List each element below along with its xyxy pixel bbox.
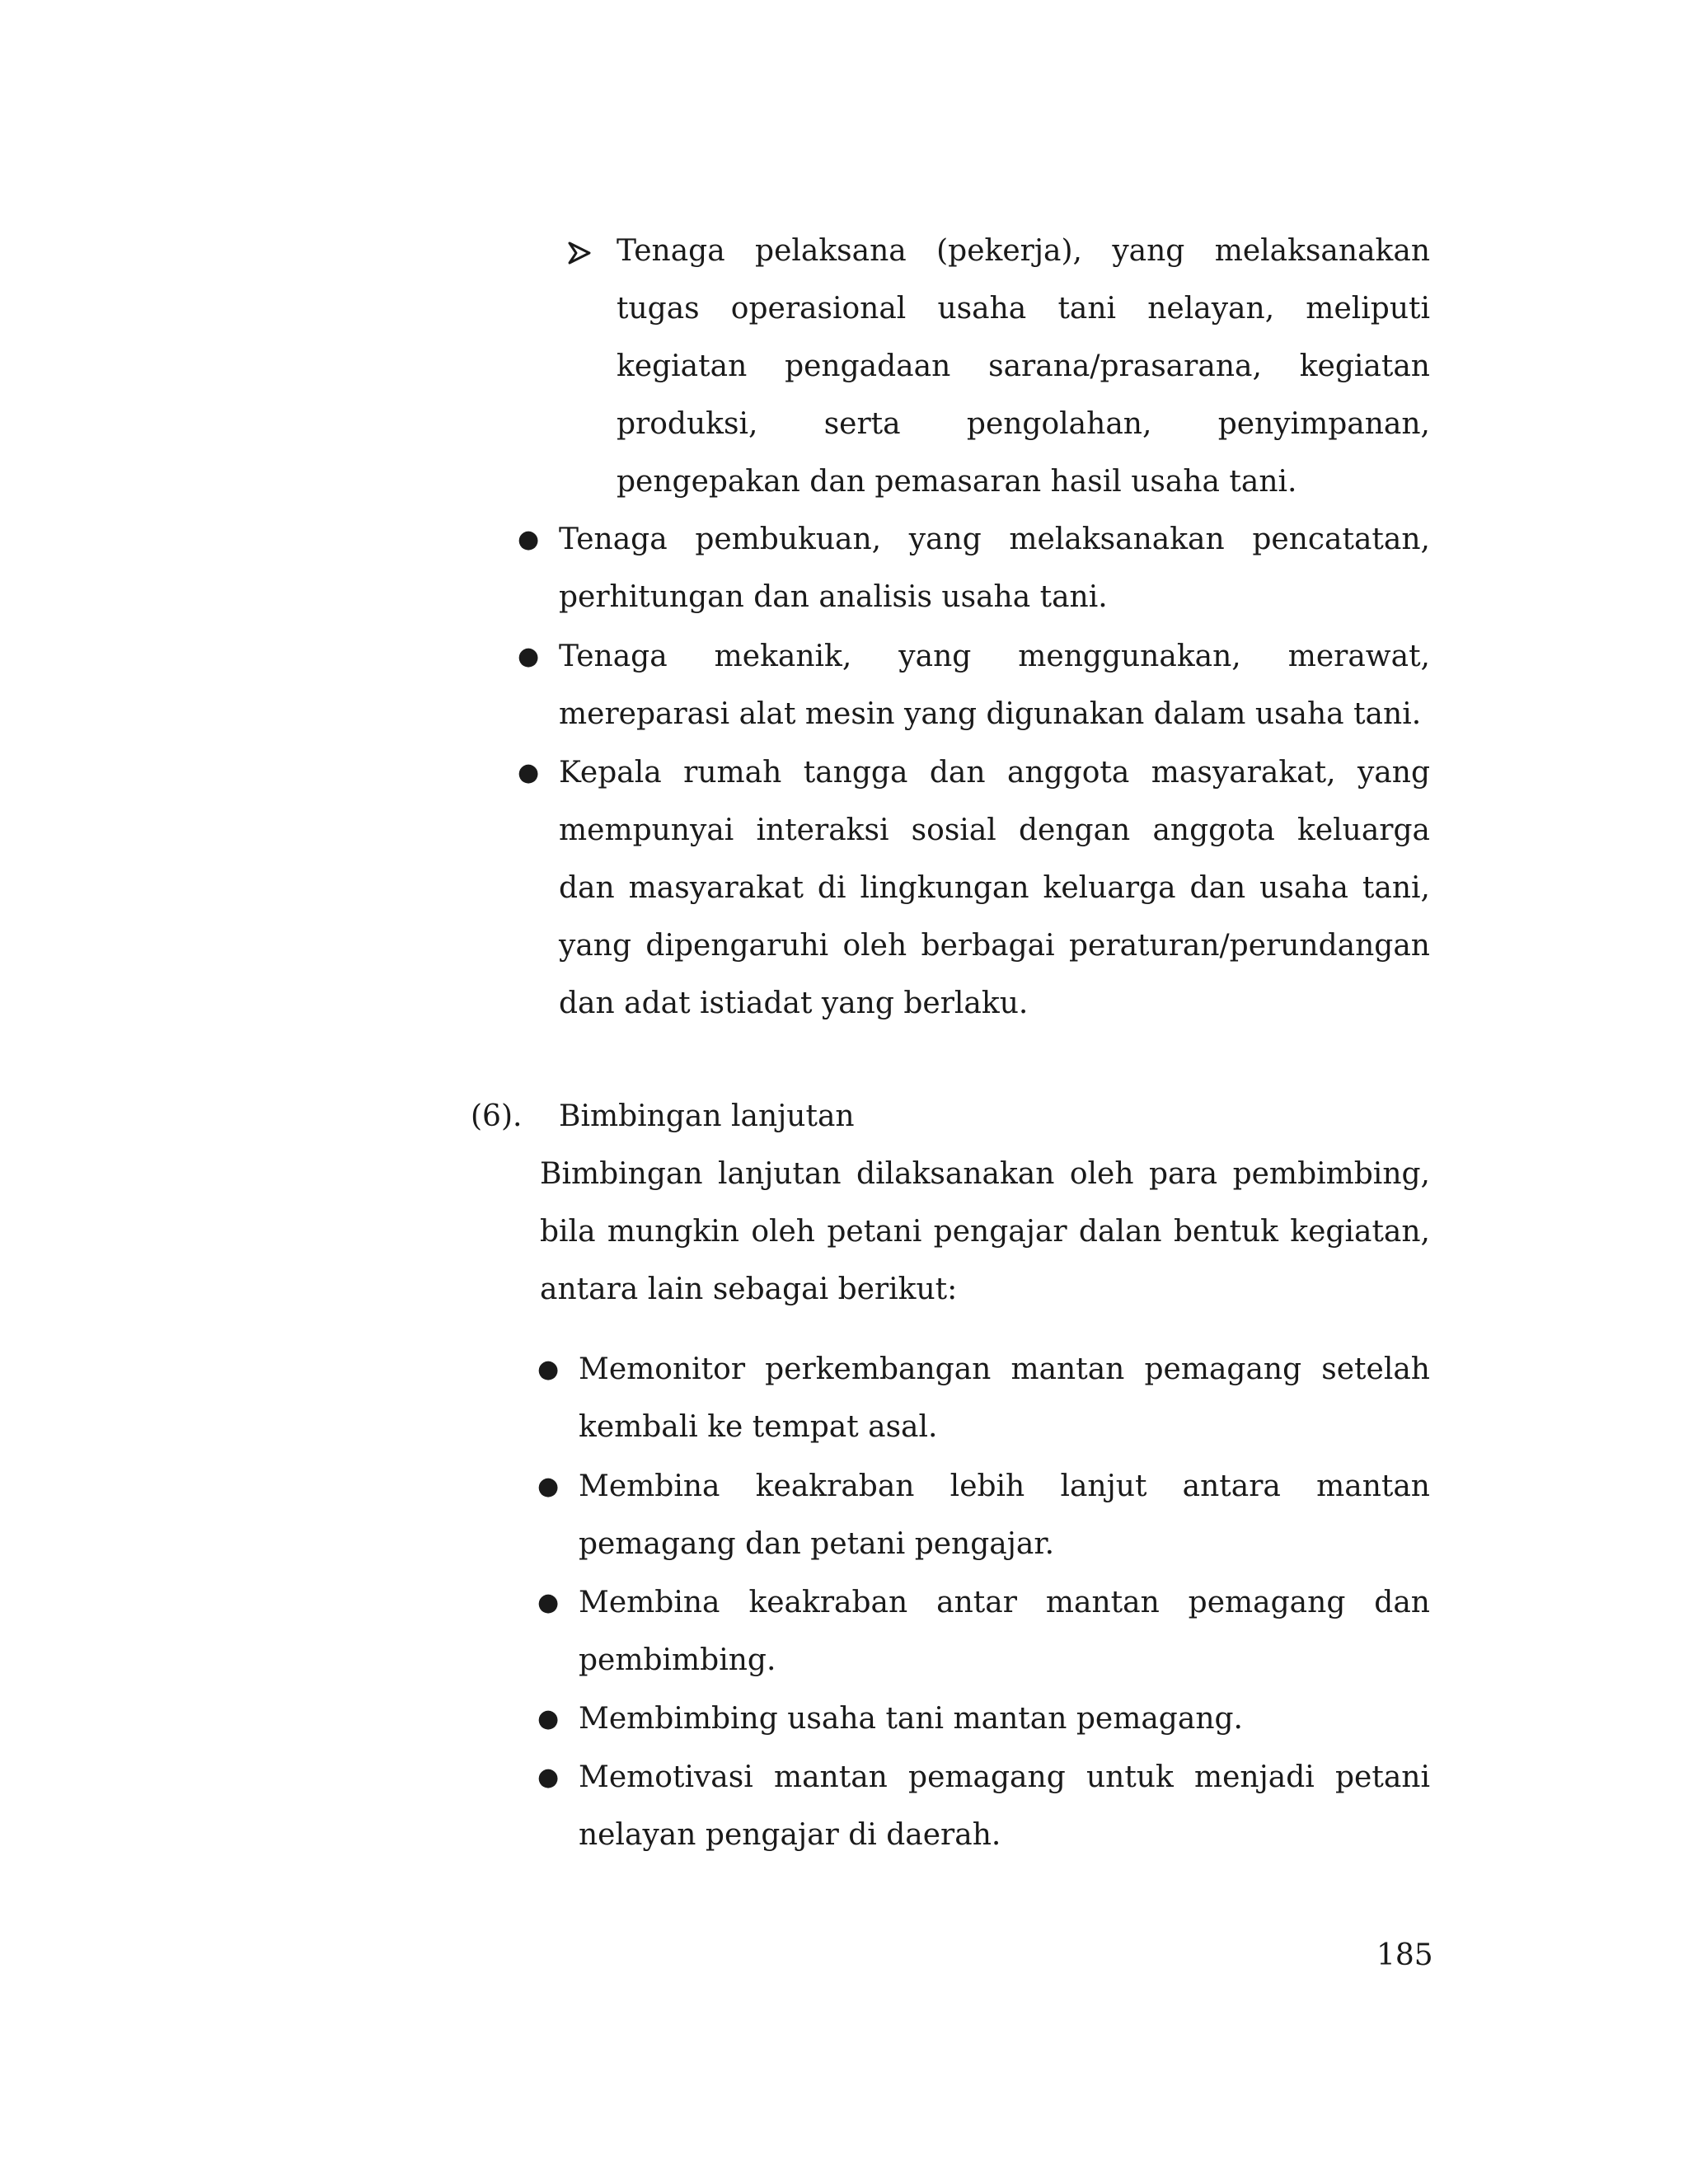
round-bullet-icon: ● (537, 1588, 560, 1617)
list-item: Membina keakraban lebih lanjut antara mantan pemagang dan petani pengajar. (579, 1469, 1430, 1561)
list-item: Membina keakraban antar mantan pemagang dan pembimbing. (579, 1586, 1430, 1677)
round-bullet-icon: ● (537, 1355, 560, 1384)
round-bullet-icon: ● (518, 758, 540, 787)
list-item: Memonitor perkembangan mantan pemagang setelah kembali ke tempat asal. (579, 1352, 1430, 1444)
list-item: Tenaga mekanik, yang menggunakan, merawat, mereparasi alat mesin yang digunakan dalam usaha tani. (559, 640, 1430, 731)
list-item-arrow: Tenaga pelaksana (pekerja), yang melaksanakan tugas operasional usaha tani nelayan, meliputi kegiatan pengadaan sarana/prasarana, kegiatan produksi, serta pengolahan, penyimpanan, pengepakan dan pemasaran hasil usaha tani. (617, 234, 1430, 499)
list-item: Membimbing usaha tani mantan pemagang. (579, 1702, 1243, 1736)
page-number: 185 (1376, 1938, 1433, 1972)
round-bullet-icon: ● (537, 1763, 560, 1792)
list-item: Memotivasi mantan pemagang untuk menjadi petani nelayan pengajar di daerah. (579, 1760, 1430, 1852)
round-bullet-icon: ● (537, 1704, 560, 1733)
round-bullet-icon: ● (518, 642, 540, 671)
section-intro: Bimbingan lanjutan dilaksanakan oleh para pembimbing, bila mungkin oleh petani pengajar dalan bentuk kegiatan, antara lain sebagai berikut: (540, 1157, 1430, 1306)
section-heading: Bimbingan lanjutan (559, 1099, 855, 1133)
list-item: Kepala rumah tangga dan anggota masyarakat, yang mempunyai interaksi sosial dengan anggota keluarga dan masyarakat di lingkungan keluarga dan usaha tani, yang dipengaruhi oleh berbagai peraturan/perundangan dan adat istiadat yang berlaku. (559, 756, 1430, 1020)
round-bullet-icon: ● (537, 1472, 560, 1501)
list-item: Tenaga pembukuan, yang melaksanakan pencatatan, perhitungan dan analisis usaha tani. (559, 523, 1430, 614)
arrowhead-bullet-icon (567, 223, 592, 280)
round-bullet-icon: ● (518, 525, 540, 554)
section-number: (6). (471, 1099, 523, 1133)
